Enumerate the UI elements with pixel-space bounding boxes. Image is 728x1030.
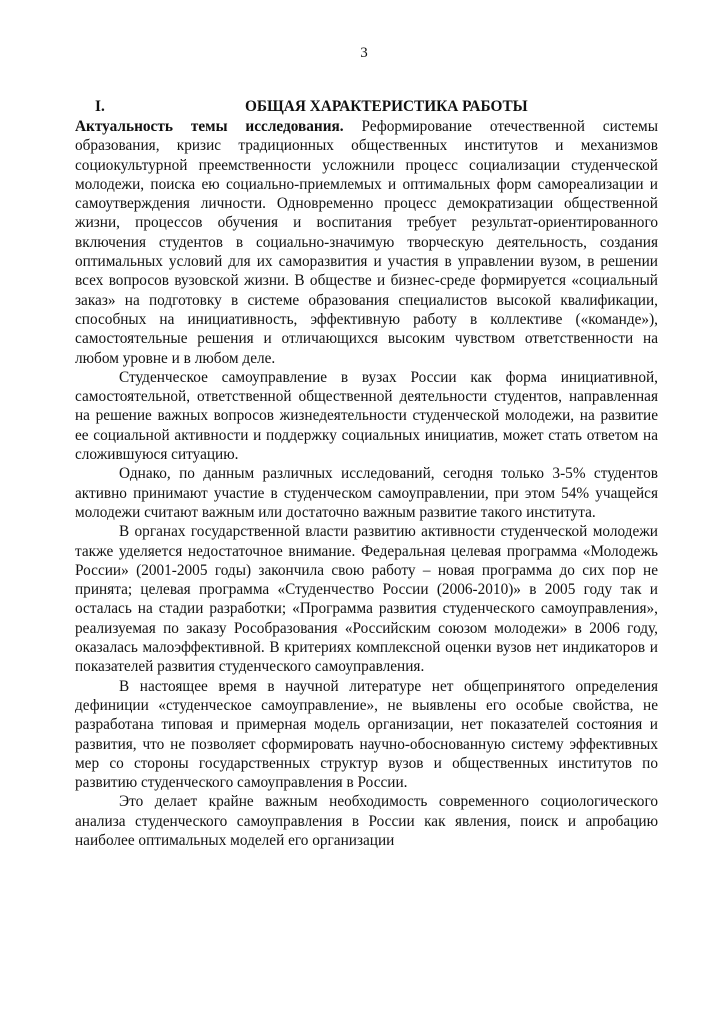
paragraph-self-government: Студенческое самоуправление в вузах России как форма инициативной, самостоятельной, ответственной общественной деятельности студентов, направленная на решение важных вопросов жизнедеятельности студенческой молодежи, на развитие ее социальной активности и поддержку социальных инициатив, может стать ответом на сложившуюся ситуацию. [75,368,658,464]
paragraph-text: Реформирование отечественной системы образования, кризис традиционных общественных институтов и механизмов социокультурной преемственности усложнили процесс социализации студенческой молодежи, поиска ею социально-приемлемых и оптимальных форм самореализации и самоутверждения личности. Одновременно процесс демократизации общественной жизни, процессов обучения и воспитания требует результат-ориентированного включения студентов в социально-значимую творческую деятельность, создания оптимальных условий для их саморазвития и участия в управлении вузом, в решении всех вопросов вузовской жизни. В обществе и бизнес-среде формируется «социальный заказ» на подготовку в системе образования специалистов высокой квалификации, способных на инициативность, эффективную работу в коллективе («команде»), самостоятельные решения и отличающихся высоким чувством ответственности на любом уровне и в любом деле. [75,118,658,367]
document-body [75,97,658,850]
page-number: 3 [360,45,368,61]
paragraph-lead: Актуальность темы исследования. [75,118,344,135]
paragraph-literature: В настоящее время в научной литературе нет общепринятого определения дефиниции «студенческое самоуправление», не выявлены его особые свойства, не разработана типовая и примерная модель организации, нет показателей состояния и развития, что не позволяет сформировать научно-обоснованную систему эффективных мер со стороны государственных структур вузов и общественных институтов по развитию студенческого самоуправления в России. [75,677,658,792]
section-number: I. [95,98,105,115]
section-title: ОБЩАЯ ХАРАКТЕРИСТИКА РАБОТЫ [245,98,528,115]
paragraph-research-data: Однако, по данным различных исследований, сегодня только 3-5% студентов активно принимают участие в студенческом самоуправлении, при этом 54% учащейся молодежи считают важным или достаточно важным развитие такого института. [75,465,658,521]
paragraph-government: В органах государственной власти развитию активности студенческой молодежи также уделяется недостаточное внимание. Федеральная целевая программа «Молодежь России» (2001-2005 годы) закончила свою работу – новая программа до сих пор не принята; целевая программа «Студенчество России (2006-2010)» в 2005 году так и осталась на стадии разработки; «Программа развития студенческого самоуправления», реализуемая по заказу Рособразования «Российским союзом молодежи» в 2006 году, оказалась малоэффективной. В критериях комплексной оценки вузов нет индикаторов и показателей развития студенческого самоуправления. [75,523,658,676]
section-heading [75,97,658,117]
paragraph-relevance [75,117,658,368]
paragraph-necessity: Это делает крайне важным необходимость современного социологического анализа студенческого самоуправления в России как явления, поиск и апробацию наиболее оптимальных моделей его организации [75,793,658,849]
